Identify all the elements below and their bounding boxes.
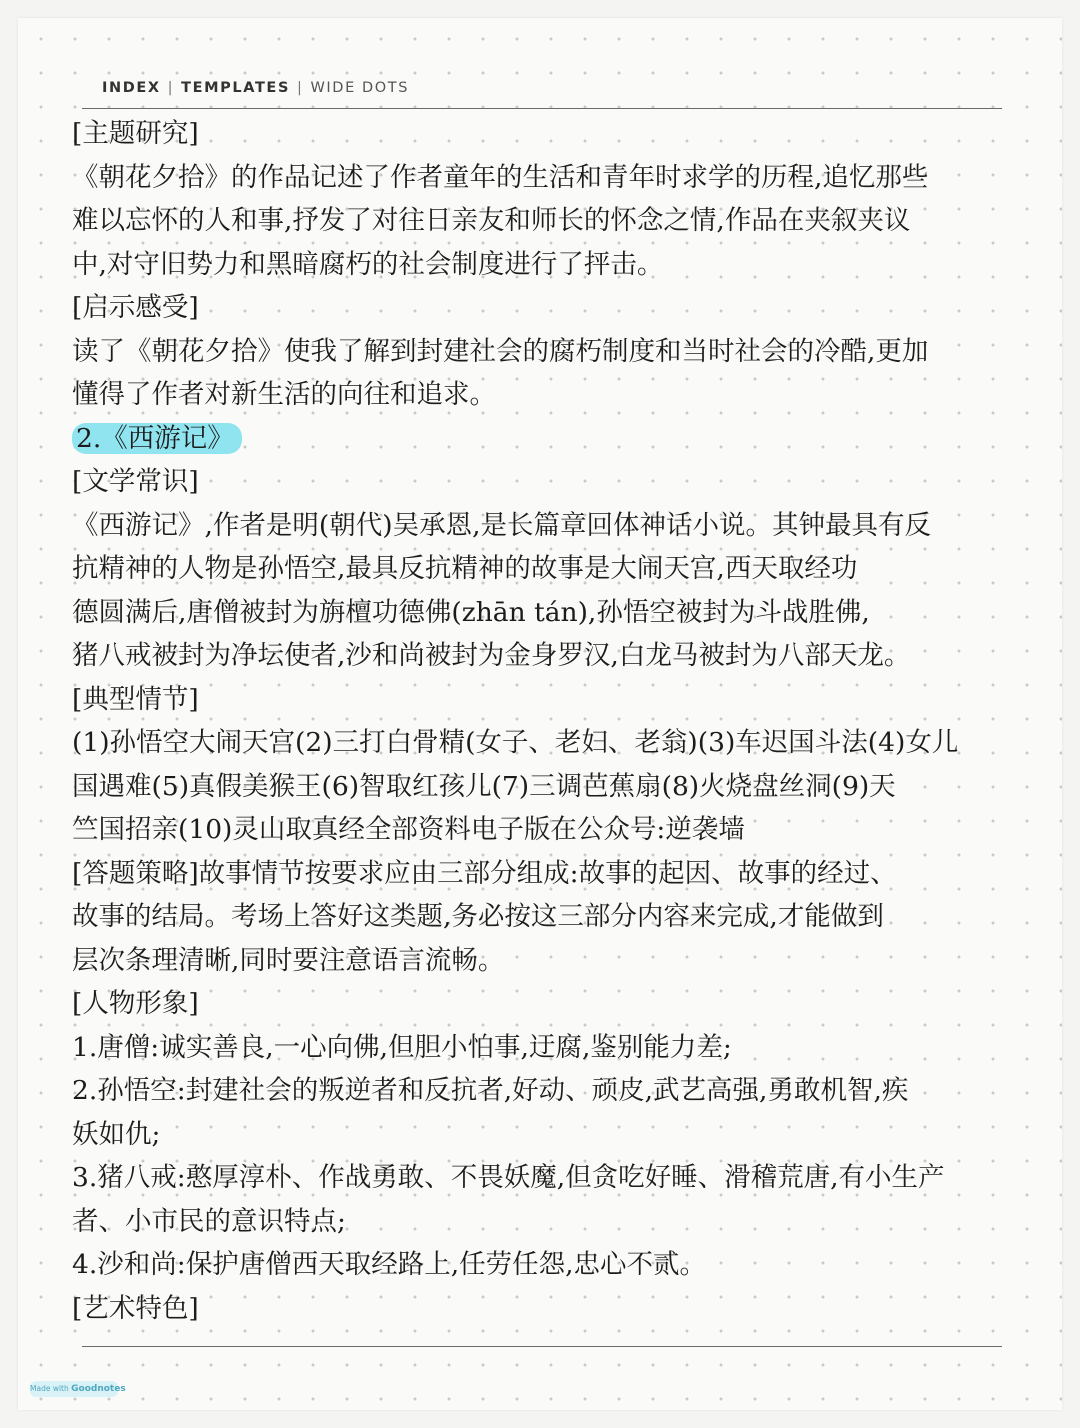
header-wide-dots[interactable]: WIDE DOTS [310, 80, 410, 96]
note-line: 抗精神的人物是孙悟空,最具反抗精神的故事是大闹天宫,西天取经功 [72, 553, 858, 584]
note-line: 3.猪八戒:憨厚淳朴、作战勇敢、不畏妖魔,但贪吃好睡、滑稽荒唐,有小生产 [72, 1162, 945, 1193]
note-line: 读了《朝花夕拾》使我了解到封建社会的腐朽制度和当时社会的冷酷,更加 [72, 335, 929, 367]
header-separator: | [167, 80, 175, 96]
bottom-rule [82, 1346, 1002, 1347]
note-line: 2.孙悟空:封建社会的叛逆者和反抗者,好动、顽皮,武艺高强,勇敢机智,疾 [72, 1075, 909, 1106]
goodnotes-logo-text: Goodnotes [71, 1384, 126, 1394]
page-header [102, 80, 409, 96]
note-line: 懂得了作者对新生活的向往和追求。 [72, 379, 496, 410]
note-line: 《西游记》,作者是明(朝代)吴承恩,是长篇章回体神话小说。其钟最具有反 [72, 509, 932, 541]
header-templates[interactable]: TEMPLATES [181, 80, 290, 96]
note-line: 《朝花夕拾》的作品记述了作者童年的生活和青年时求学的历程,追忆那些 [72, 161, 929, 193]
note-line: 竺国招亲(10)灵山取真经全部资料电子版在公众号:逆袭墙 [72, 814, 745, 845]
header-separator: | [296, 80, 304, 96]
top-rule [82, 108, 1002, 109]
note-line: (1)孙悟空大闹天宫(2)三打白骨精(女子、老妇、老翁)(3)车迟国斗法(4)女儿 [72, 727, 959, 758]
note-line: 者、小市民的意识特点; [72, 1205, 346, 1237]
made-with-goodnotes-badge [30, 1381, 126, 1397]
note-line: 国遇难(5)真假美猴王(6)智取红孩儿(7)三调芭蕉扇(8)火烧盘丝洞(9)天 [72, 770, 896, 802]
note-line [72, 417, 1002, 461]
header-index[interactable]: INDEX [102, 80, 161, 96]
note-line: 4.沙和尚:保护唐僧西天取经路上,任劳任怨,忠心不贰。 [72, 1249, 707, 1280]
note-line: 中,对守旧势力和黑暗腐朽的社会制度进行了抨击。 [72, 248, 664, 280]
note-line: 1.唐僧:诚实善良,一心向佛,但胆小怕事,迂腐,鉴别能力差; [72, 1031, 732, 1063]
note-line: 妖如仇; [72, 1118, 161, 1150]
note-line: [典型情节] [72, 683, 199, 715]
note-line: 难以忘怀的人和事,抒发了对往日亲友和师长的怀念之情,作品在夹叙夹议 [72, 205, 911, 236]
note-line: 层次条理清晰,同时要注意语言流畅。 [72, 944, 505, 976]
note-line: [启示感受] [72, 292, 199, 323]
highlighted-section-title: 2.《西游记》 [72, 423, 242, 454]
note-line: [主题研究] [72, 118, 199, 149]
note-line: [答题策略]故事情节按要求应由三部分组成:故事的起因、故事的经过、 [72, 857, 897, 889]
note-line: [艺术特色] [72, 1292, 199, 1324]
note-line: 故事的结局。考场上答好这类题,务必按这三部分内容来完成,才能做到 [72, 901, 884, 932]
note-line: [文学常识] [72, 466, 199, 497]
made-with-label: Made with [30, 1384, 69, 1393]
note-line: 德圆满后,唐僧被封为旃檀功德佛(zhān tán),孙悟空被封为斗战胜佛, [72, 596, 870, 628]
handwritten-notes [72, 112, 1002, 1330]
note-line: [人物形象] [72, 988, 199, 1019]
note-line: 猪八戒被封为净坛使者,沙和尚被封为金身罗汉,白龙马被封为八部天龙。 [72, 640, 911, 671]
